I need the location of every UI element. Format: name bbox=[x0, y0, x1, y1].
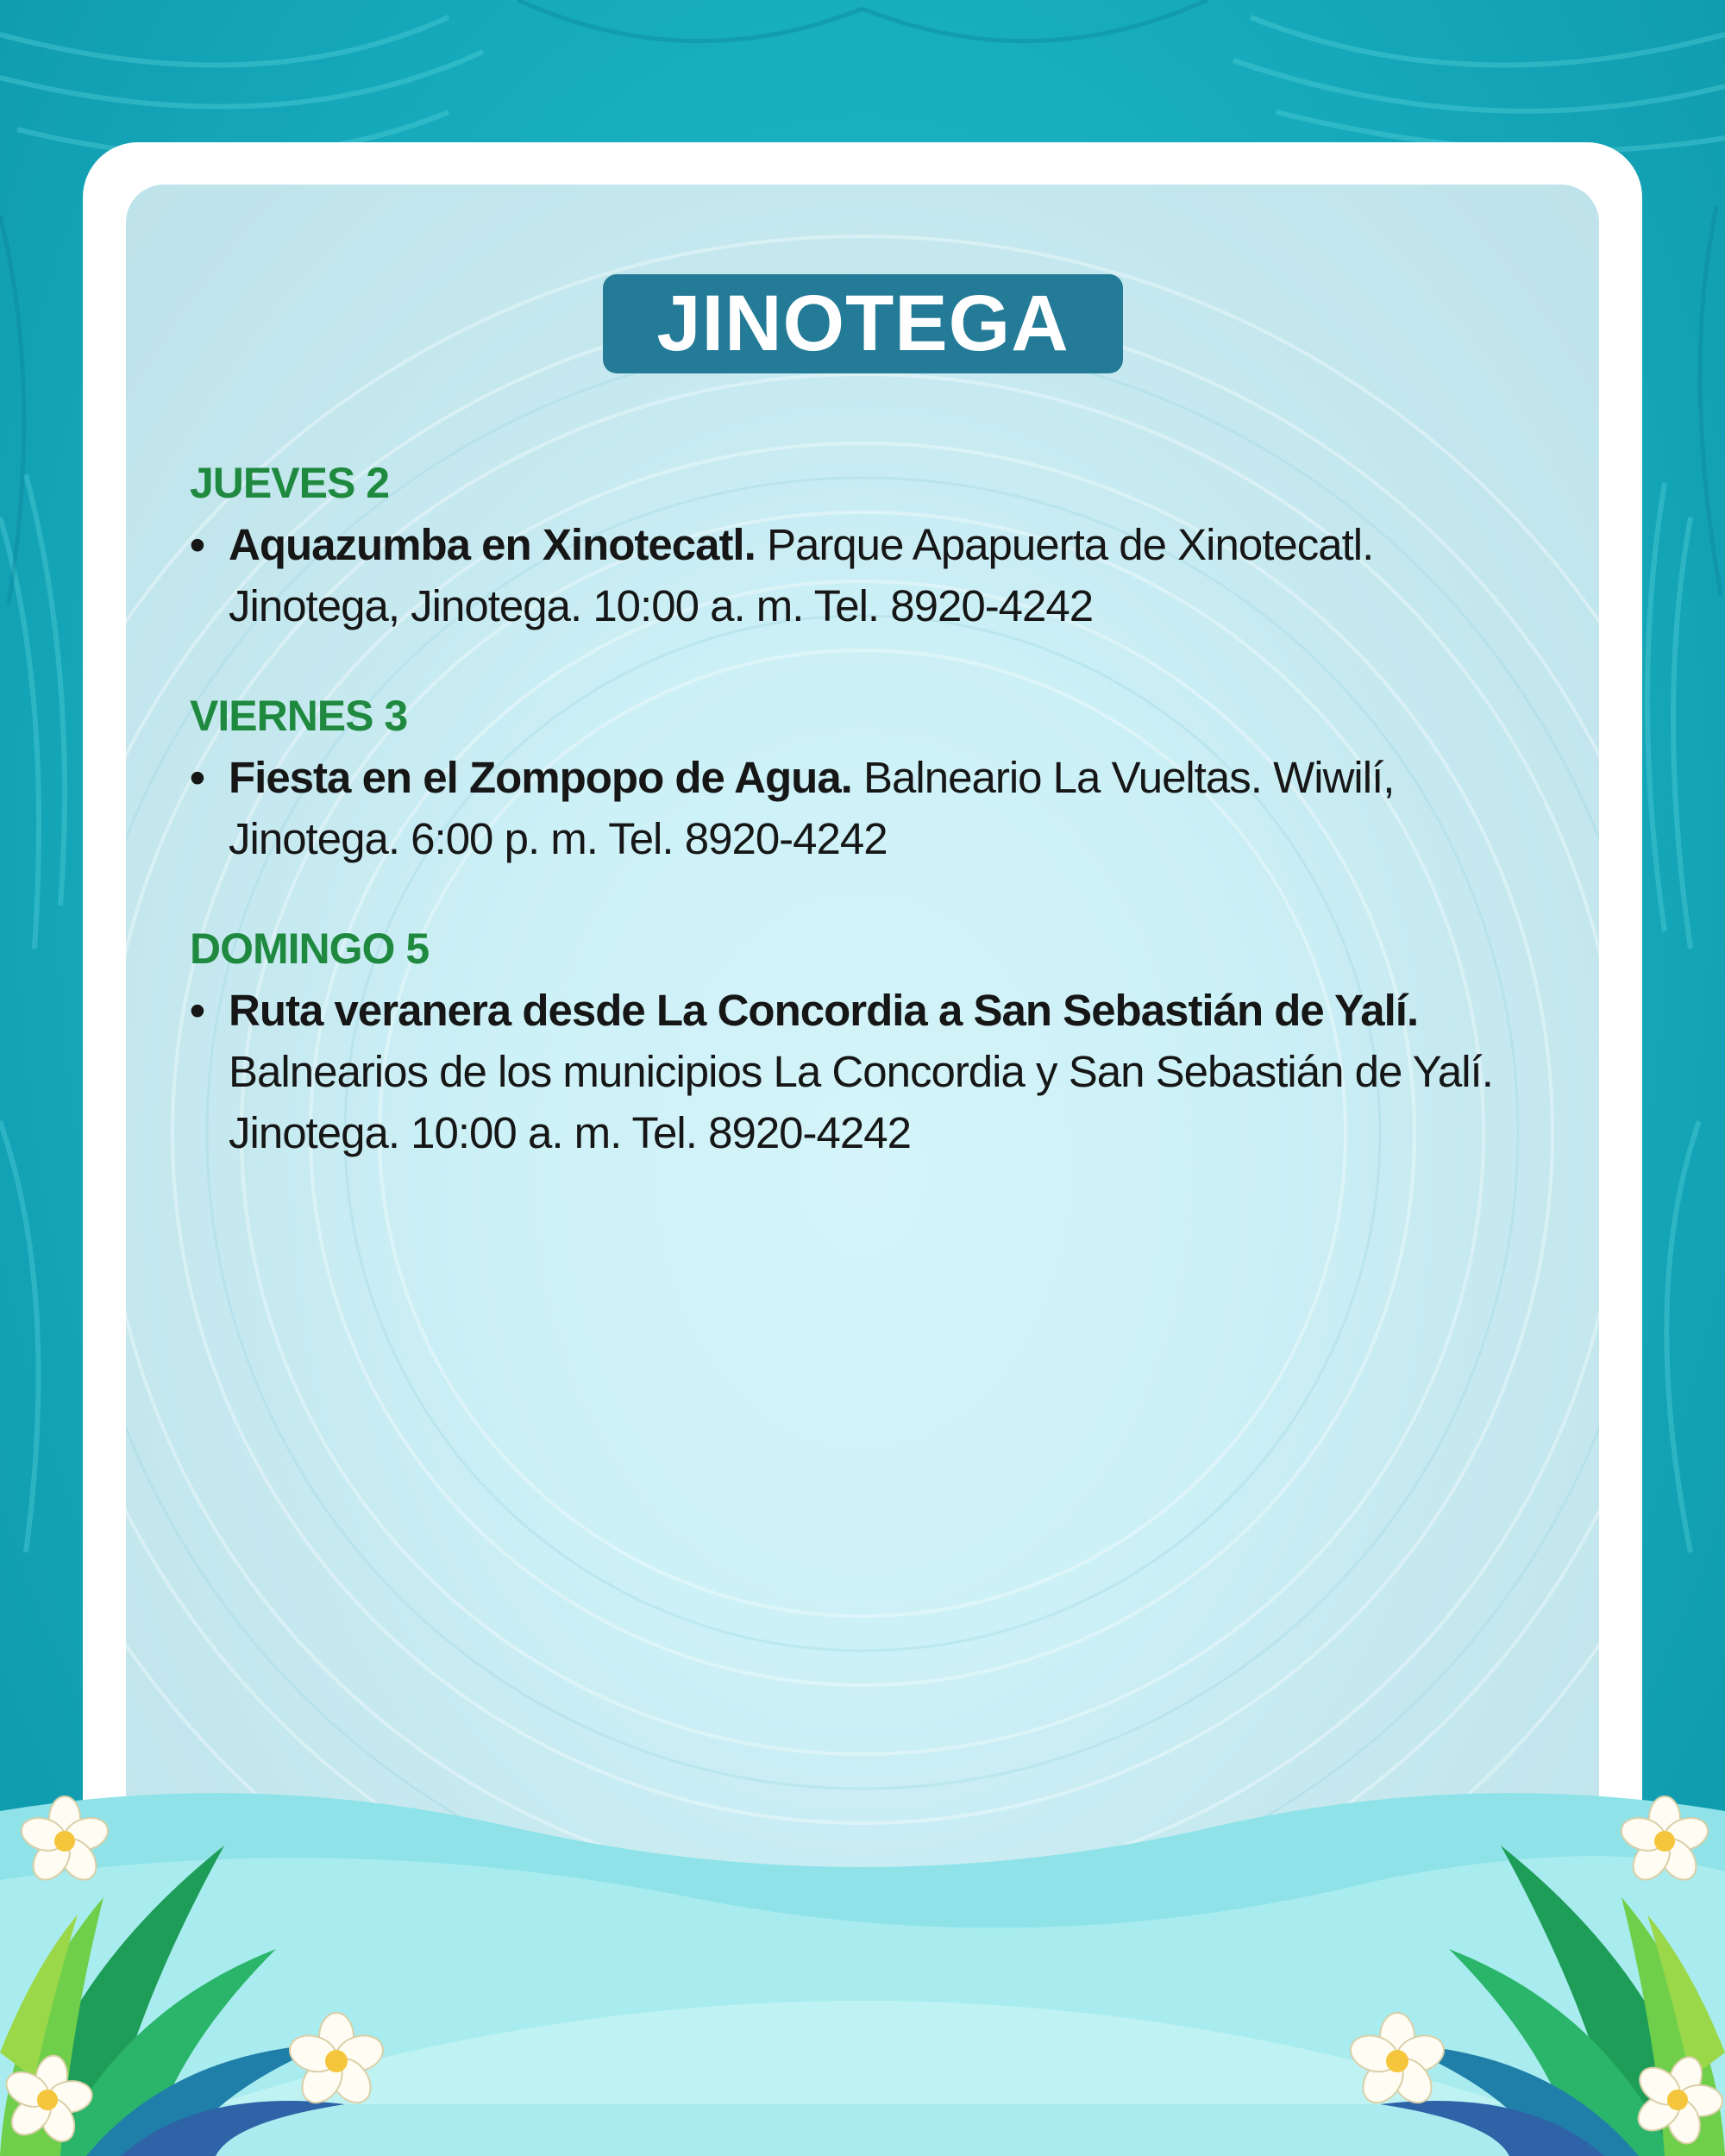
schedule-list bbox=[190, 457, 1552, 1217]
event-name: Fiesta en el Zompopo de Agua. bbox=[229, 753, 852, 802]
event-item bbox=[190, 514, 1552, 636]
plumeria-flower-icon bbox=[1346, 2009, 1449, 2113]
plumeria-flower-icon bbox=[0, 2053, 95, 2147]
bullet-icon: • bbox=[190, 986, 204, 1035]
plumeria-flower-icon bbox=[1630, 2053, 1725, 2147]
event-name: Aquazumba en Xinotecatl. bbox=[229, 520, 756, 569]
event-name: Ruta veranera desde La Concordia a San Sebastián de Yalí. bbox=[229, 986, 1419, 1035]
event-details: Balnearios de los municipios La Concordia y San Sebastián de Yalí. Jinotega. 10:00 a. m. Tel. 8920-4242 bbox=[229, 1047, 1493, 1157]
bullet-icon: • bbox=[190, 753, 204, 802]
day-block-jueves bbox=[190, 457, 1552, 636]
event-details: Balneario La Vueltas. Wiwilí, Jinotega. 6:00 p. m. Tel. 8920-4242 bbox=[229, 753, 1395, 863]
bullet-icon: • bbox=[190, 520, 204, 569]
event-item bbox=[190, 747, 1552, 869]
page-title: JINOTEGA bbox=[656, 279, 1070, 367]
title-badge bbox=[603, 274, 1123, 373]
day-heading: JUEVES 2 bbox=[190, 459, 390, 507]
day-heading: VIERNES 3 bbox=[190, 692, 408, 740]
day-block-viernes bbox=[190, 690, 1552, 869]
plumeria-flower-icon bbox=[285, 2009, 388, 2113]
plumeria-flower-icon bbox=[17, 1794, 112, 1889]
day-heading: DOMINGO 5 bbox=[190, 924, 430, 973]
day-block-domingo bbox=[190, 923, 1552, 1163]
plumeria-flower-icon bbox=[1617, 1794, 1712, 1889]
event-item bbox=[190, 980, 1552, 1163]
event-details: Parque Apapuerta de Xinotecatl. Jinotega, Jinotega. 10:00 a. m. Tel. 8920-4242 bbox=[229, 520, 1374, 630]
